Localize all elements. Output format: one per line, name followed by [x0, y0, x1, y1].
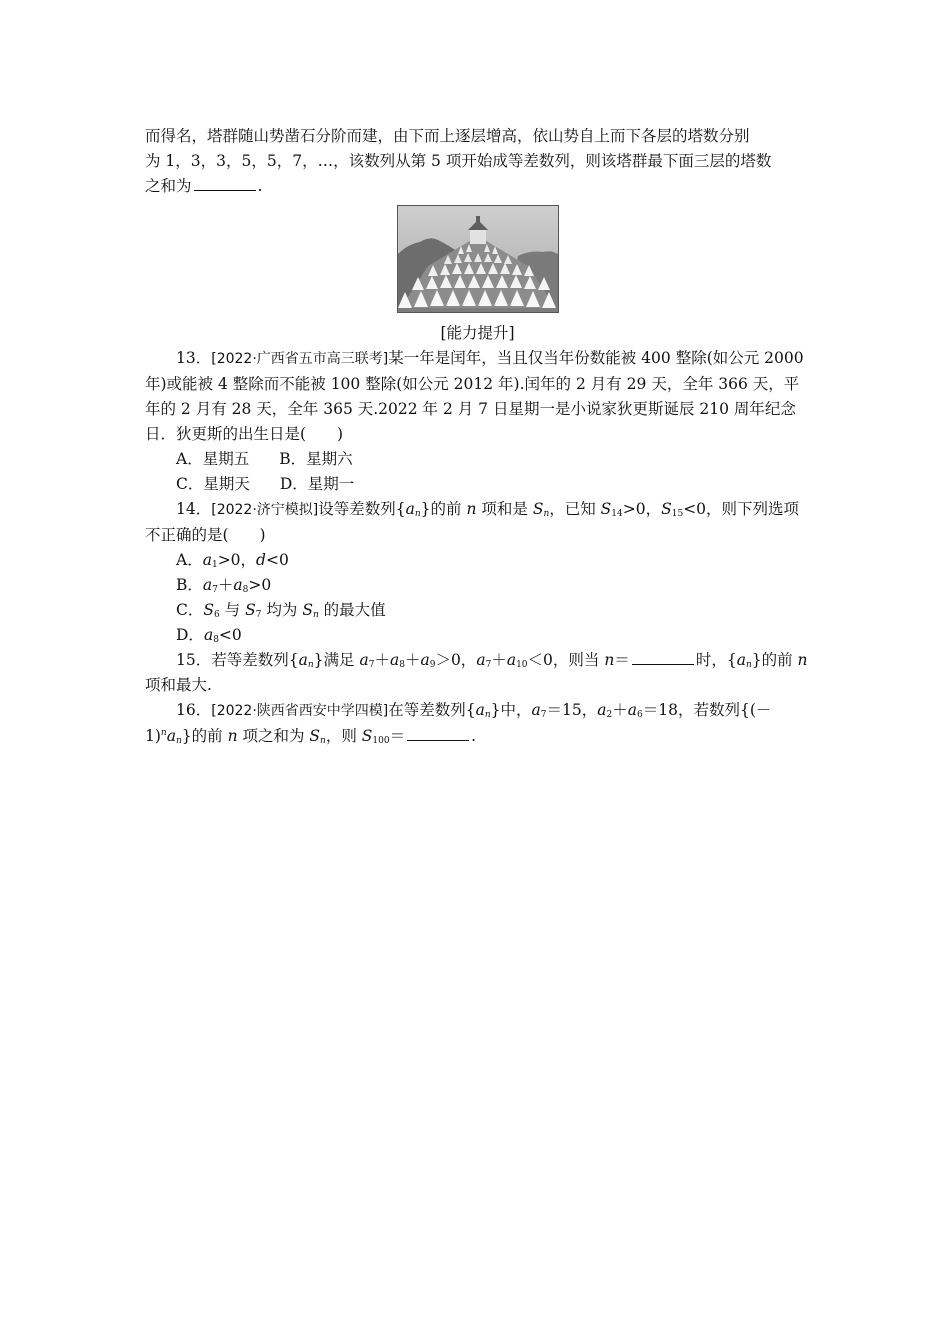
intro-paragraph: 而得名，塔群随山势凿石分阶而建，由下而上逐层增高，依山势自上而下各层的塔数分别 为 1，3，3，5，5，7，…，该数列从第 5 项开始成等差数列，则该塔群最下面三层的塔数 之和为 . — [145, 127, 772, 195]
option-d: D．$a_8<0$ — [176, 626, 242, 645]
answer-blank — [407, 725, 469, 741]
answer-blank — [632, 649, 694, 665]
pagoda-photo-illustration — [398, 206, 558, 312]
intro-line-3: 之和为 — [145, 177, 192, 195]
option-d: D．星期一 — [279, 475, 355, 493]
question-source: [2022·广西省五市高三联考] — [211, 351, 389, 367]
question-13: 13．[2022·广西省五市高三联考]某一年是闰年，当且仅当年份数能被 400 整除(如公元 2000 年)或能被 4 整除而不能被 100 整除(如公元 2012 年).闰年的 2 月有 29 天，全年 366 天，平年的 2 月有 28 天，全年 365 天.2022 年 2 月 7 日星期一是小说家狄更斯诞辰 210 周年纪念日．狄更斯的出生日是( ) — [145, 349, 804, 443]
question-source: [2022·陕西省西安中学四模] — [211, 703, 389, 719]
question-14: 14．[2022·济宁模拟]设等差数列$\{a_n\}$的前 n 项和是 $S_n$，已知 $S_{14}>0$，$S_{15}<0$，则下列选项不正确的是( ) — [145, 500, 800, 544]
document-page — [145, 124, 810, 749]
question-16: 16．[2022·陕西省西安中学四模]在等差数列$\{a_n\}$中，$a_7=15$，$a_2+a_6=18$，若数列$\{(-1)^na_n\}$的前 n 项之和为 $S_n$，则 $S_{100}=$ . — [145, 701, 772, 746]
intro-line-1: 而得名，塔群随山势凿石分阶而建，由下而上逐层增高，依山势自上而下各层的塔数分别 — [145, 127, 750, 145]
option-c: C．$S_6$ 与 $S_7$ 均为 $S_n$ 的最大值 — [176, 601, 386, 620]
question-source: [2022·济宁模拟] — [211, 502, 319, 518]
question-15: 15．若等差数列$\{a_n\}$满足 $a_7+a_8+a_9>0$，$a_7+a_{10}<0$，则当 n＝ 时，$\{a_n\}$的前 n 项和最大. — [145, 651, 808, 694]
option-a: A．星期五 — [176, 450, 250, 468]
pagoda-cluster-photo — [397, 205, 559, 313]
section-title: [能力提升] — [440, 324, 515, 342]
question-13-options-row-1 — [145, 447, 810, 472]
option-b: B．$a_7+a_8>0$ — [176, 576, 272, 595]
option-a: A．$a_1>0$，d<0 — [176, 551, 289, 570]
question-13-options-row-2 — [145, 472, 810, 497]
answer-blank — [194, 175, 256, 191]
option-c: C．星期天 — [176, 475, 250, 493]
intro-line-2: 为 1，3，3，5，5，7，…，该数列从第 5 项开始成等差数列，则该塔群最下面三层的塔数 — [145, 152, 772, 170]
option-b: B．星期六 — [279, 450, 353, 468]
